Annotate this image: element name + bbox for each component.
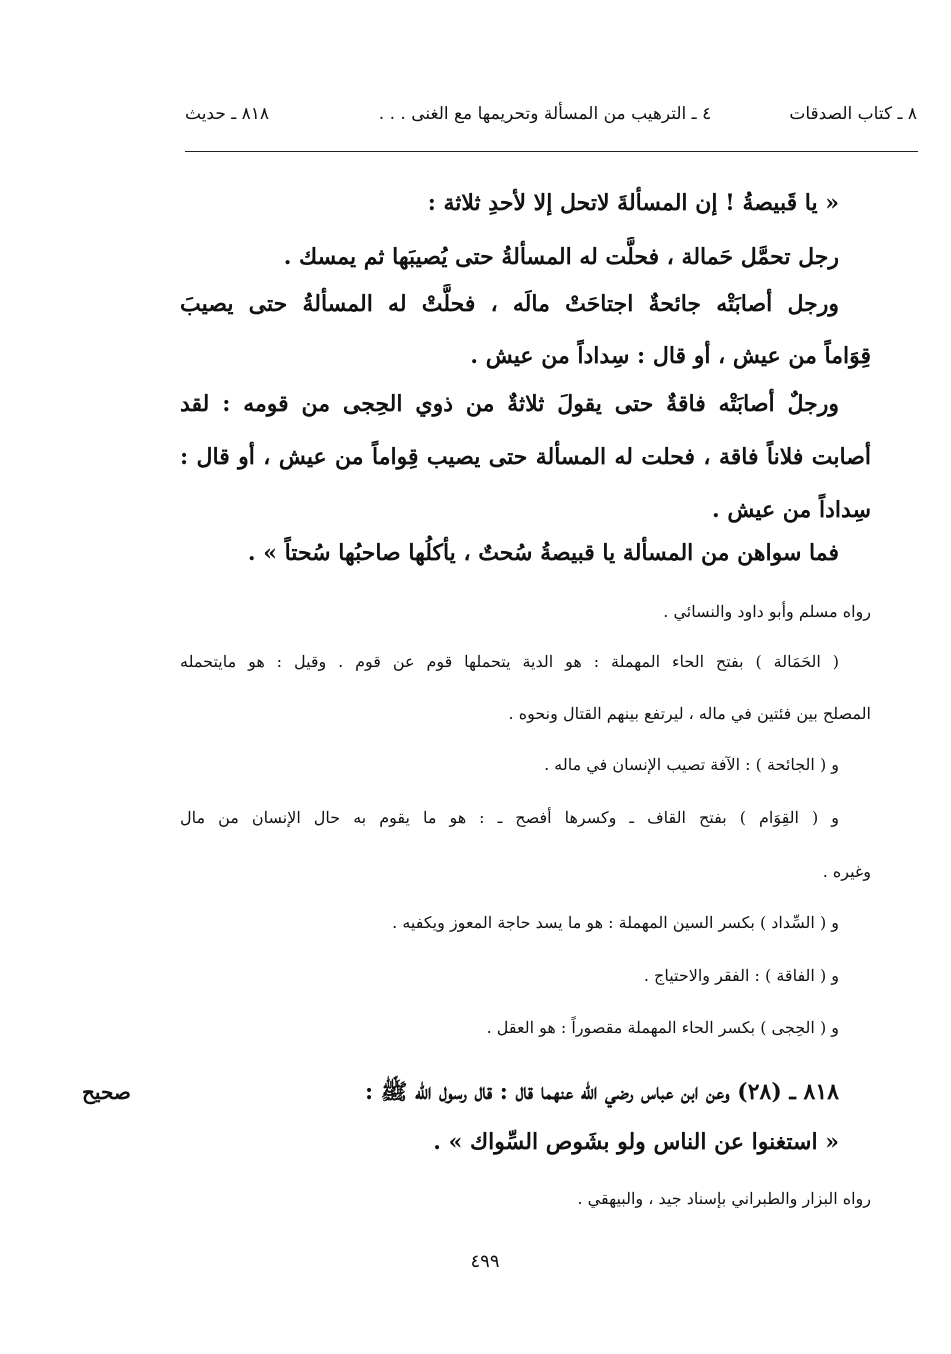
note-line: المصلح بين فئتين في ماله ، ليرتفع بينهم القتال ونحوه . bbox=[508, 704, 871, 723]
note-line: وغيره . bbox=[822, 862, 871, 881]
note-line: ( الحَمَالة ) بفتح الحاء المهملة : هو الدية يتحملها قوم عن قوم . وقيل : هو مايتحمله bbox=[180, 652, 839, 671]
header-rule bbox=[185, 151, 918, 152]
header-section: ٤ ـ الترهيب من المسألة وتحريمها مع الغنى . . . bbox=[378, 104, 712, 124]
page-number: ٤٩٩ bbox=[470, 1251, 500, 1272]
page-header bbox=[185, 104, 917, 136]
hadith-line: فما سواهن من المسألة يا قبيصةُ سُحتٌ ، يأكلُها صاحبُها سُحتاً » . bbox=[247, 540, 839, 566]
note-line: و ( الجائحة ) : الآفة تصيب الإنسان في ماله . bbox=[544, 755, 839, 774]
header-chapter: ٨ ـ كتاب الصدقات bbox=[789, 104, 917, 124]
note-line: و ( السِّداد ) بكسر السين المهملة : هو ما يسد حاجة المعوز ويكفيه . bbox=[392, 913, 839, 932]
note-line: و ( الحِجى ) بكسر الحاء المهملة مقصوراً : هو العقل . bbox=[486, 1018, 839, 1037]
hadith-line: ورجلٌ أصابَتْه فاقةٌ حتى يقولَ ثلاثةٌ من ذوي الحِجى من قومه : لقد bbox=[180, 391, 839, 417]
hadith-line: « يا قَبيصةُ ! إن المسألةَ لاتحل إلا لأحدِ ثلاثة : bbox=[427, 190, 839, 216]
hadith-grade-label: صحيح bbox=[82, 1080, 131, 1104]
hadith-818-text: « استغنوا عن الناس ولو بشَوص السِّواك » . bbox=[433, 1129, 839, 1155]
header-hadith-ref: ٨١٨ ـ حديث bbox=[185, 104, 270, 124]
hadith-line: ورجل أصابَتْه جائحةٌ اجتاحَتْ مالَه ، فحلَّتْ له المسألةُ حتى يصيبَ bbox=[180, 291, 839, 317]
note-line: و ( القِوَام ) بفتح القاف ـ وكسرها أفصح ـ : هو ما يقوم به حال الإنسان من مال bbox=[180, 808, 839, 827]
hadith-line: أصابت فلاناً فاقة ، فحلت له المسألة حتى يصيب قِواماً من عيش ، أو قال : bbox=[180, 444, 871, 470]
hadith-818-source: رواه البزار والطبراني بإسناد جيد ، والبيهقي . bbox=[577, 1189, 871, 1208]
hadith-line: سِداداً من عيش . bbox=[712, 497, 871, 523]
hadith-818-intro: ٨١٨ ـ (٢٨) وعن ابن عباس رضي الله عنهما قال : قال رسول الله ﷺ : bbox=[365, 1079, 839, 1105]
hadith-line: رجل تحمَّل حَمالة ، فحلَّت له المسألةُ حتى يُصيبَها ثم يمسك . bbox=[283, 244, 839, 270]
note-line: و ( الفاقة ) : الفقر والاحتياج . bbox=[643, 966, 839, 985]
hadith-line: قِوَاماً من عيش ، أو قال : سِداداً من عيش . bbox=[470, 343, 871, 369]
hadith-source: رواه مسلم وأبو داود والنسائي . bbox=[663, 602, 871, 621]
